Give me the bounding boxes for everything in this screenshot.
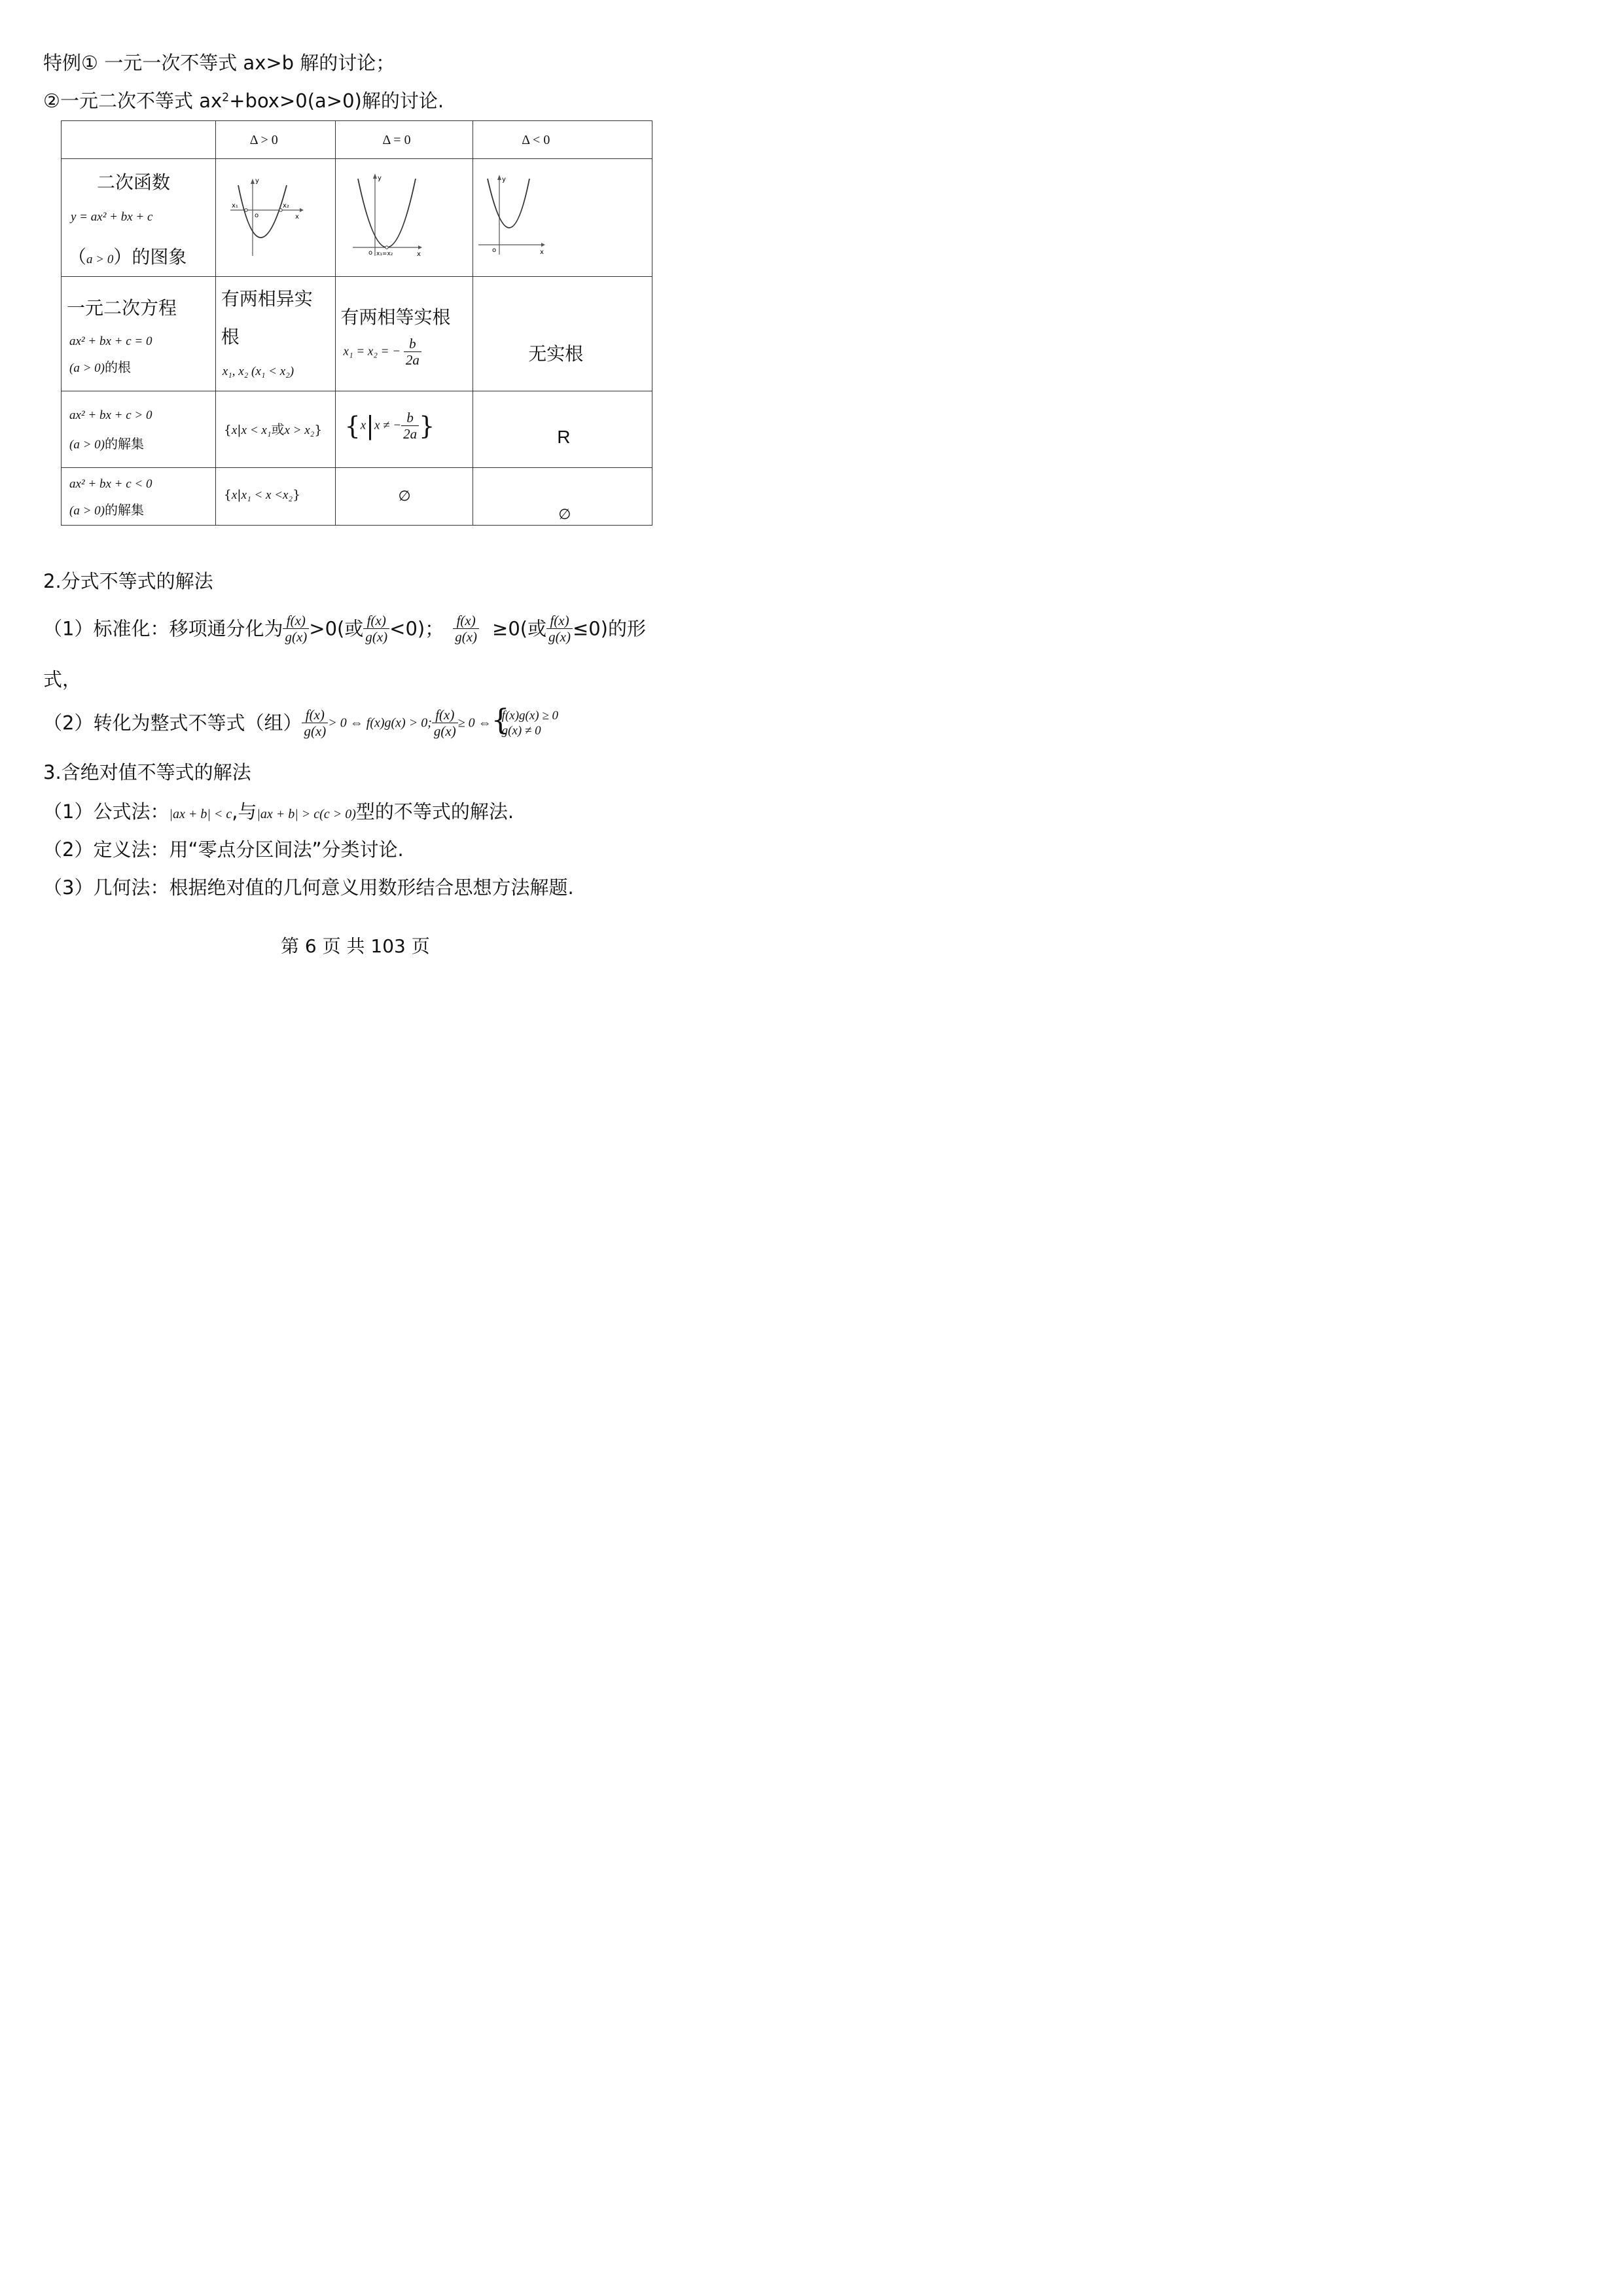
row3-c1-set-c: x > x₂: [284, 423, 315, 437]
graph-no-root: [473, 159, 652, 277]
table-header-row: [62, 121, 652, 159]
s2-i2-frac1-num: f(x): [302, 707, 328, 723]
row2-c1-formula: x₁, x₂ (x₁ < x₂): [222, 365, 294, 378]
graph1-x-arrow: [300, 208, 304, 212]
row3-label-suffix: 的解集: [104, 436, 144, 452]
section2-item1-ge: ≥0(或: [492, 617, 547, 640]
section3-item1-suffix: 型的不等式的解法.: [355, 800, 514, 823]
s2-i2-frac1-den: g(x): [304, 723, 327, 739]
row3-label-cond-line: [69, 433, 144, 452]
row4-label-ineq: ax² + bx + c < 0: [69, 477, 152, 491]
row3-c1-lbrace: {: [223, 423, 232, 437]
intro-line-2-sup: 2: [222, 91, 230, 105]
section3-item1-m2: |ax + b| > c(c > 0): [257, 807, 356, 821]
row4-c3-text: ∅: [558, 506, 571, 522]
quadratic-table: [61, 120, 652, 526]
row3-label-cond: (a > 0): [69, 438, 105, 452]
intro-line-1: 特例① 一元一次不等式 ax>b 解的讨论；: [43, 52, 395, 74]
graph2-root: [385, 246, 387, 249]
row3-c2-set: [345, 410, 435, 442]
row2-c2-frac-den: 2a: [405, 352, 419, 368]
page-footer: 第 6 页 共 103 页: [281, 935, 430, 957]
row2-c1-text-b: 根: [221, 326, 240, 348]
row4-c1-lbrace: {: [223, 488, 232, 502]
row4-c1-cell: [215, 468, 335, 526]
row2-label-cond-line: [69, 357, 131, 376]
graph3-y-arrow: [497, 175, 501, 180]
header-delta-zero-label: Δ = 0: [382, 133, 411, 147]
s2-frac1-num: f(x): [283, 613, 309, 629]
section2-item2-frac-2: [432, 707, 458, 739]
row2-c1-cell: [215, 277, 335, 391]
row2-c2-fraction: [404, 336, 421, 368]
section2-item2-prefix: （2）转化为整式不等式（组）: [43, 711, 302, 734]
section2-item1-frac-2: [363, 613, 389, 645]
row3-c1-cell: [215, 391, 335, 468]
section3-item1-mid: ,与: [232, 800, 257, 823]
row1-label-cond-line: [68, 243, 187, 269]
s2-frac4-den: g(x): [548, 629, 571, 645]
graph3-y-label: y: [502, 176, 507, 183]
graph-cell-no-root: [473, 159, 652, 277]
graph1-y-arrow: [251, 179, 255, 184]
row2-label-title: 一元二次方程: [67, 297, 177, 319]
header-delta-neg: [473, 121, 652, 159]
row4-c1-rbrace: }: [293, 488, 301, 502]
graph3-x-label: x: [540, 249, 544, 256]
graph3-parabola: [488, 179, 529, 228]
section3-heading: 3.含绝对值不等式的解法: [43, 761, 251, 783]
s2-frac1-den: g(x): [285, 629, 308, 645]
row4-label-cell: [62, 468, 216, 526]
section2-item1-frac-4: [546, 613, 573, 645]
row4-c2-cell: [335, 468, 473, 526]
s2-frac4-num: f(x): [546, 613, 573, 629]
row4-c3-cell: [473, 468, 652, 526]
graph1-root-1: [245, 209, 247, 211]
s2-frac3-num: f(x): [453, 613, 479, 629]
section2-item2-system: [491, 703, 573, 739]
row3-label-ineq: ax² + bx + c > 0: [69, 408, 152, 422]
graph1-x1-label: x₁: [231, 202, 238, 209]
row3-c2-set-b: x ≠ −: [374, 418, 402, 433]
s2-system-line1: f(x)g(x) ≥ 0: [501, 708, 559, 723]
intro-line-2-suffix: +box>0(a>0)解的讨论.: [229, 90, 444, 112]
section2-heading: 2.分式不等式的解法: [43, 570, 213, 592]
section2-item2-m2: ≥ 0 ⇔: [457, 715, 491, 730]
s2-system-line2: g(x) ≠ 0: [501, 723, 541, 738]
row4-label-cond-line: [69, 499, 144, 518]
graph2-x1x2-label: x₁=x₂: [376, 251, 393, 257]
row4-c1-set: [224, 488, 300, 503]
row3-c1-set-b: x < x₁: [241, 423, 272, 437]
section2-item1-lt: <0)；: [389, 617, 444, 640]
section2-item2-frac-1: [302, 707, 328, 739]
row4-c2-text: ∅: [398, 488, 411, 504]
graph2-o-label: o: [368, 249, 372, 257]
graph-cell-one-root: [335, 159, 473, 277]
section2-item1-frac-3: [453, 613, 479, 645]
row3-c2-fraction: [401, 410, 419, 442]
row3-c3-cell: [473, 391, 652, 468]
s2-i2-frac2-num: f(x): [432, 707, 458, 723]
section2-item1-prefix: （1）标准化：移项通分化为: [43, 617, 283, 640]
graph1-x2-label: x₂: [282, 202, 289, 209]
table-row-lt-solution: [62, 468, 652, 526]
row3-c2-bar: |: [366, 411, 374, 440]
row4-c1-set-a: x: [231, 488, 238, 502]
row3-label-cell: [62, 391, 216, 468]
s2-frac2-num: f(x): [363, 613, 389, 629]
section3-item3: （3）几何法：根据绝对值的几何意义用数形结合思想方法解题.: [43, 876, 574, 899]
row2-c2-formula-left: x₁ = x₂ = −: [343, 344, 401, 359]
s2-frac2-den: g(x): [365, 629, 388, 645]
row3-c3-text: R: [557, 427, 571, 447]
s2-i2-frac2-den: g(x): [433, 723, 456, 739]
row1-label-cell: [62, 159, 216, 277]
section3-item1-m1: |ax + b| < c: [169, 807, 232, 821]
row3-c2-frac-den: 2a: [403, 426, 418, 442]
section2-item1-le: ≤0)的形: [572, 617, 647, 640]
row2-c2-frac-num: b: [404, 336, 421, 352]
header-delta-pos: [215, 121, 335, 159]
header-delta-pos-label: Δ > 0: [249, 133, 278, 147]
row2-c3-cell: [473, 277, 652, 391]
row2-label-suffix: 的根: [104, 359, 131, 375]
row4-label-cond: (a > 0): [69, 504, 105, 518]
row3-c2-set-a: x: [360, 418, 366, 433]
row3-c2-cell: [335, 391, 473, 468]
row2-c1-text-a: 有两相异实: [221, 288, 313, 310]
row3-c1-set: [224, 419, 323, 438]
section2-item1: [43, 613, 646, 645]
section2-item1-gt: >0(或: [309, 617, 364, 640]
intro-line-2: [43, 89, 444, 113]
table-row-roots: [62, 277, 652, 391]
graph1-root-2: [279, 209, 282, 211]
row2-c2-cell: [335, 277, 473, 391]
section3-item2: （2）定义法：用“零点分区间法”分类讨论.: [43, 838, 404, 861]
row3-c1-set-a: x: [231, 423, 238, 437]
graph-one-root: [336, 159, 474, 277]
header-empty-cell: [62, 121, 216, 159]
row2-label-cond: (a > 0): [69, 361, 105, 375]
header-delta-neg-label: Δ < 0: [522, 133, 550, 147]
graph2-parabola: [358, 179, 416, 247]
row3-c1-bar: |: [237, 423, 241, 437]
section2-item2: [43, 703, 573, 742]
row4-label-suffix: 的解集: [104, 502, 144, 518]
section2-item1-frac-1: [283, 613, 309, 645]
graph1-y-label: y: [255, 177, 259, 185]
row1-label-close: ）的图象: [113, 246, 187, 268]
graph2-y-label: y: [377, 175, 382, 182]
graph2-x-arrow: [418, 245, 422, 249]
section2-item1-cont: 式，: [43, 668, 82, 691]
row1-label-cond: a > 0: [86, 253, 114, 266]
row3-c1-or: 或: [271, 422, 285, 437]
graph1-o-label: o: [254, 212, 259, 219]
row1-label-open: （: [68, 246, 87, 268]
section3-item1-prefix: （1）公式法：: [43, 800, 169, 823]
graph3-x-arrow: [541, 243, 545, 247]
row2-c2-formula: [344, 336, 421, 368]
graph-two-roots: [216, 159, 336, 277]
graph2-y-arrow: [373, 173, 377, 179]
row4-c1-set-b: x₁ < x <x₂: [241, 488, 293, 502]
row3-c2-rbrace: }: [419, 411, 435, 440]
row2-c2-text: 有两相等实根: [340, 306, 451, 328]
row1-label-formula: y = ax² + bx + c: [71, 210, 153, 224]
row2-label-eq: ax² + bx + c = 0: [69, 334, 152, 348]
row2-label-cell: [62, 277, 216, 391]
graph2-x-label: x: [416, 251, 421, 258]
graph3-o-label: o: [492, 247, 497, 254]
row3-c1-rbrace: }: [314, 423, 323, 437]
row4-c1-bar: |: [237, 488, 241, 502]
intro-line-2-prefix: ②一元二次不等式 ax: [43, 90, 223, 112]
table-row-gt-solution: [62, 391, 652, 468]
graph-cell-two-roots: [215, 159, 335, 277]
section2-item2-m1: > 0 ⇔ f(x)g(x) > 0;: [328, 715, 432, 730]
graph1-x-label: x: [294, 213, 299, 221]
table-row-graph: [62, 159, 652, 277]
row3-c2-lbrace: {: [344, 411, 361, 440]
s2-frac3-den: g(x): [455, 629, 478, 645]
row1-label-title: 二次函数: [97, 171, 171, 193]
section3-item1: [43, 800, 514, 826]
header-delta-zero: [335, 121, 473, 159]
row3-c2-frac-num: b: [401, 410, 419, 426]
row2-c3-text: 无实根: [528, 343, 584, 365]
s2-system-brace: {: [491, 703, 510, 737]
